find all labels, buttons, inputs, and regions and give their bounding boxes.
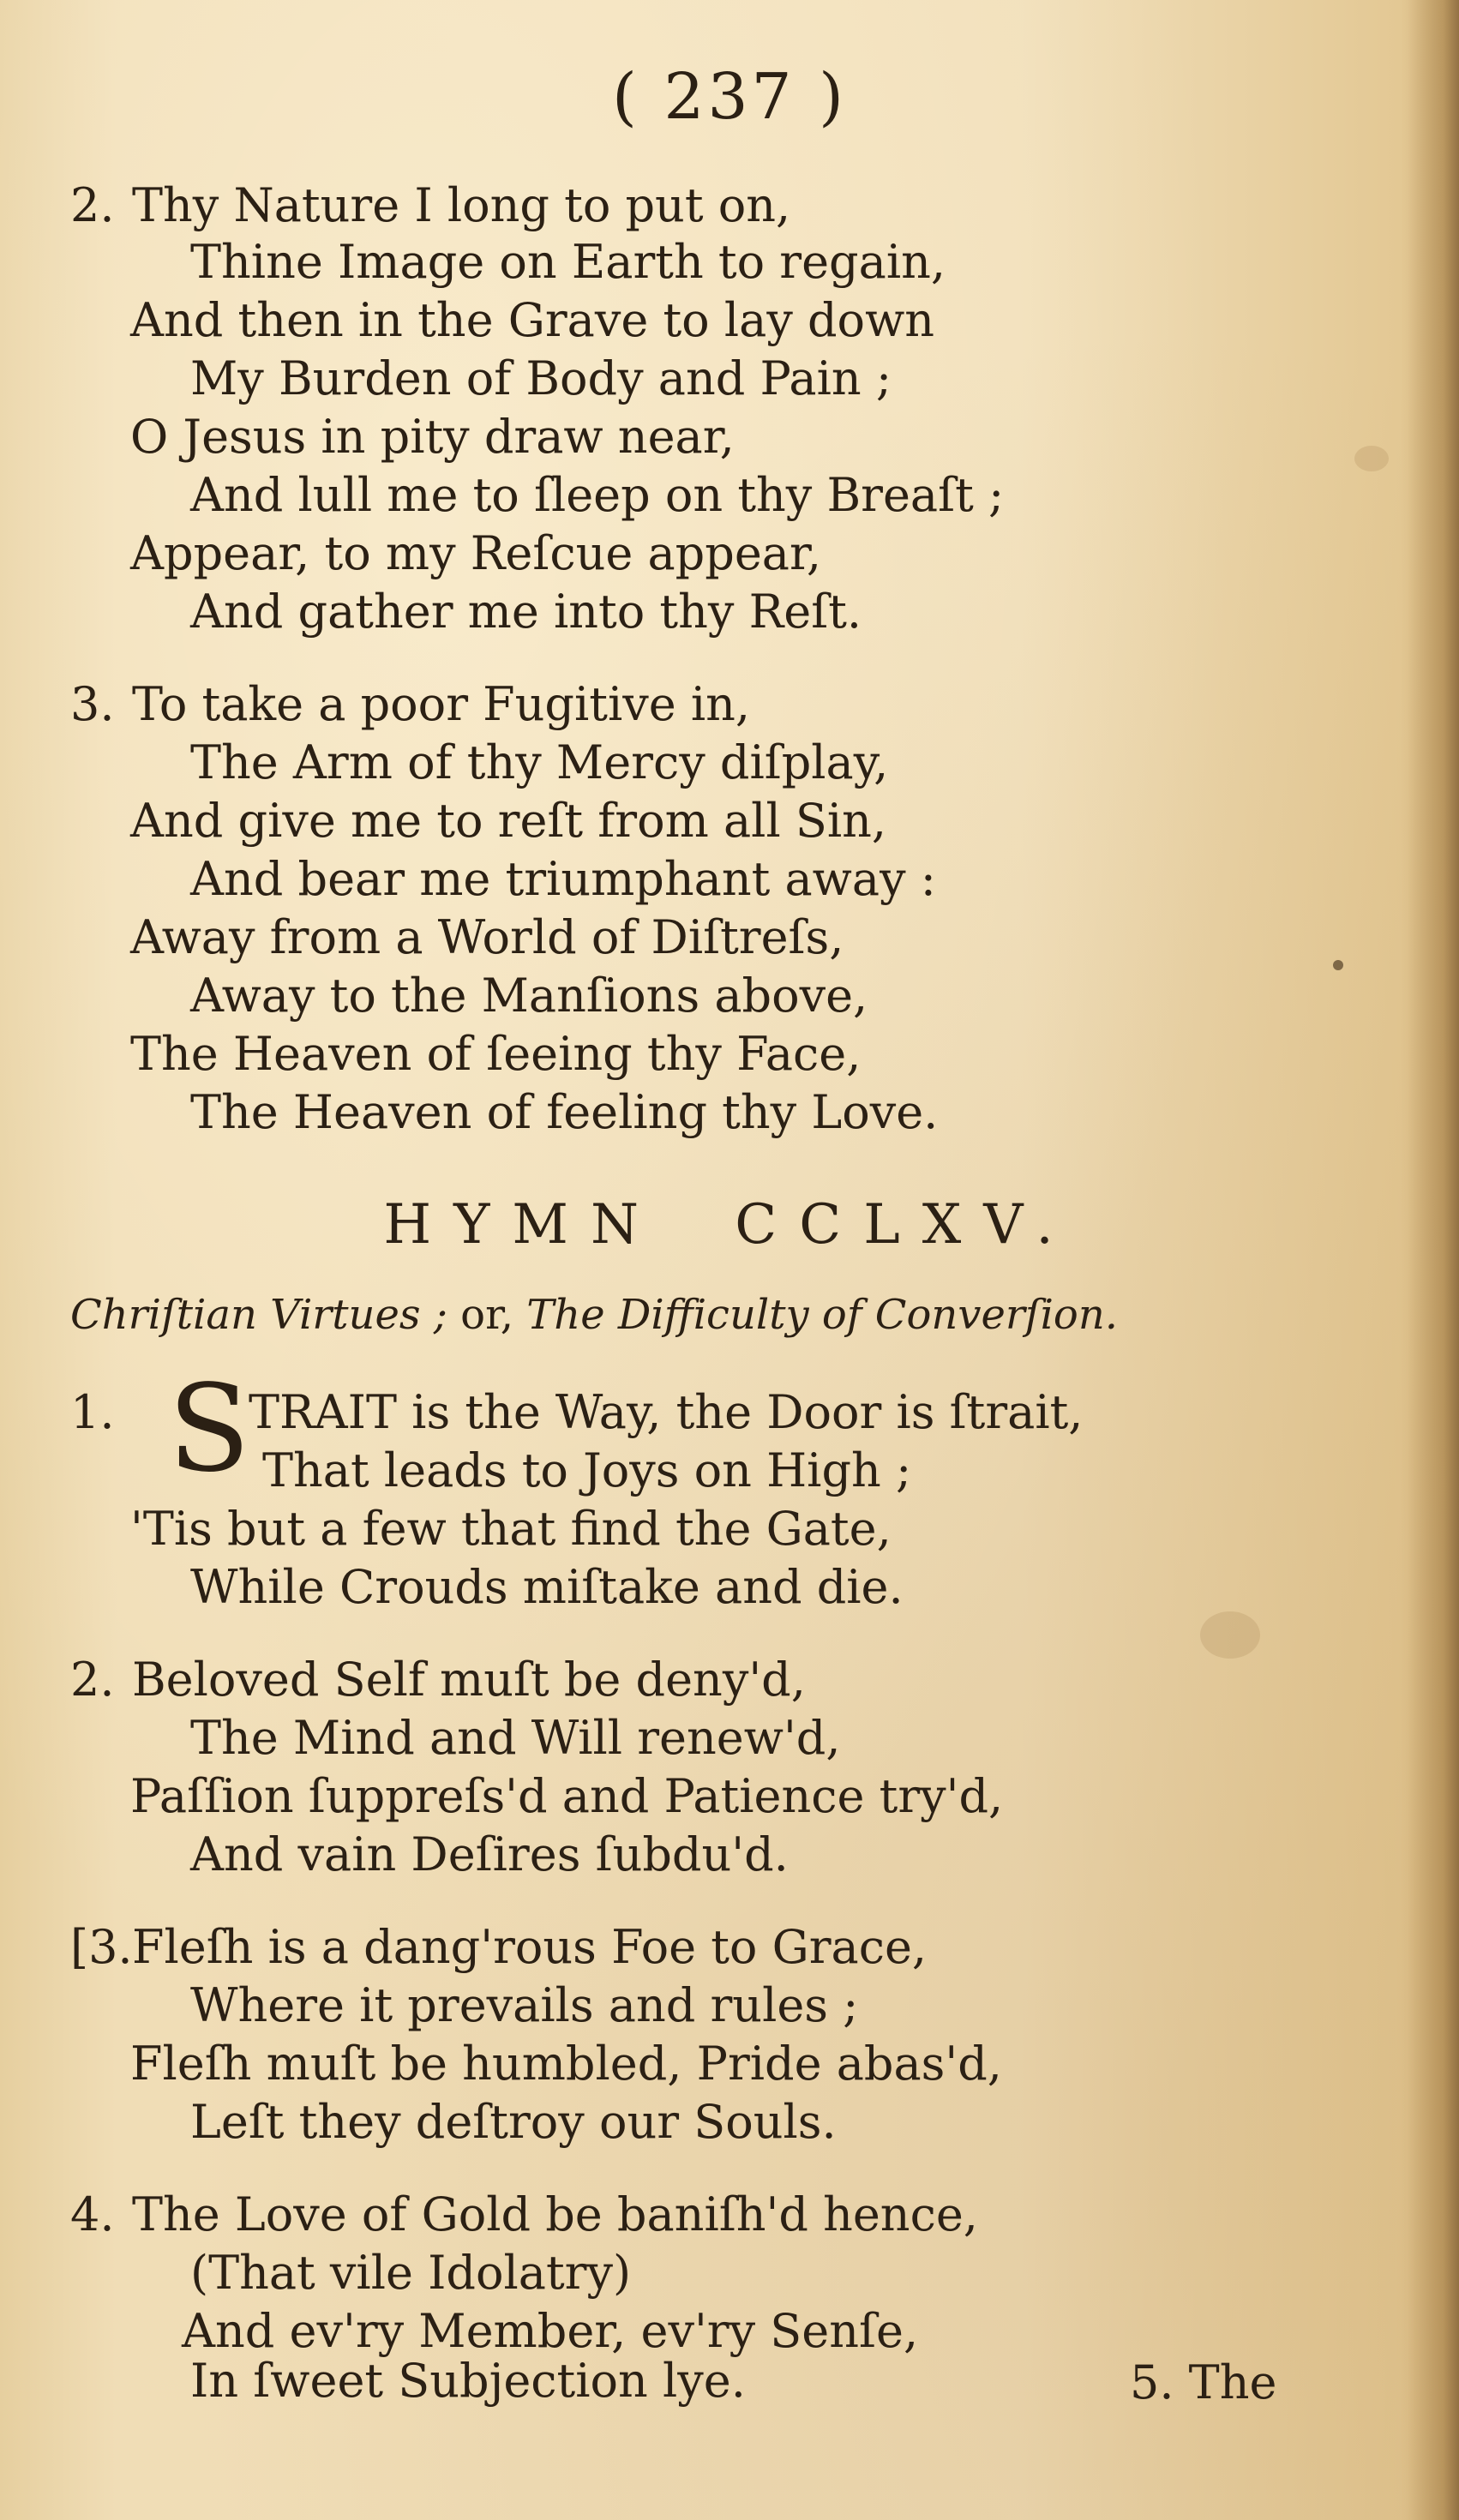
stanza-line: Away to the Manſions above, <box>190 969 868 1023</box>
stanza-line: Where it prevails and rules ; <box>190 1978 859 2032</box>
page-edge-shadow <box>1408 0 1459 2520</box>
stanza-line: While Crouds miſtake and die. <box>190 1560 904 1614</box>
drop-cap: S <box>168 1359 250 1499</box>
stanza-line: And lull me to ſleep on thy Breaſt ; <box>190 468 1005 522</box>
page-number: ( 237 ) <box>611 60 848 134</box>
stanza-line: Fleſh muſt be humbled, Pride abas'd, <box>130 2037 1002 2091</box>
stanza-line: That leads to Joys on High ; <box>262 1443 912 1497</box>
stanza-line: And then in the Grave to lay down <box>130 293 935 347</box>
stanza-line: And vain Deſires ſubdu'd. <box>190 1827 789 1881</box>
stanza-line: And ev'ry Member, ev'ry Senſe, <box>182 2304 919 2358</box>
stanza-line: 3. To take a poor Fugitive in, <box>70 677 751 731</box>
stanza-line: And give me to reſt from all Sin, <box>130 794 887 848</box>
stanza-line: And gather me into thy Reſt. <box>190 585 862 639</box>
stanza-number: 3. <box>70 677 115 731</box>
stanza-line: 2. Beloved Self muſt be deny'd, <box>70 1653 806 1707</box>
stanza-line: 2. Thy Nature I long to put on, <box>70 178 791 232</box>
catchword: 5. The <box>1130 2355 1277 2409</box>
stanza-line: The Arm of thy Mercy diſplay, <box>190 735 889 789</box>
foxing-spot <box>1354 446 1389 471</box>
stanza-line: Away from a World of Diſtreſs, <box>130 910 844 964</box>
ink-spot <box>1333 960 1343 970</box>
stanza-line: In ſweet Subjection lye. <box>190 2354 746 2408</box>
stanza-number: 2. <box>70 178 115 232</box>
stanza-line: 'Tis but a few that find the Gate, <box>130 1502 892 1556</box>
stanza-line: The Heaven of ſeeing thy Face, <box>130 1027 862 1081</box>
stanza-line: O Jesus in pity draw near, <box>130 410 735 464</box>
stanza-number: 2. <box>70 1653 115 1707</box>
hymn-title: HYMN CCLXV. <box>383 1193 1076 1257</box>
stanza-line: [3.Fleſh is a dang'rous Foe to Grace, <box>70 1920 928 1974</box>
hymn-subtitle: Chriſtian Virtues ; or, The Difficulty of Converſion. <box>70 1291 1118 1339</box>
stanza-number: 1. <box>70 1385 115 1439</box>
stanza-line: My Burden of Body and Pain ; <box>190 351 892 405</box>
stanza-line: 4. The Love of Gold be baniſh'd hence, <box>70 2187 978 2241</box>
stanza-line: TRAIT is the Way, the Door is ſtrait, <box>249 1385 1084 1439</box>
stanza-line: Appear, to my Reſcue appear, <box>130 526 822 580</box>
stanza-line: The Mind and Will renew'd, <box>190 1711 841 1765</box>
stanza-line: Leſt they deſtroy our Souls. <box>190 2095 837 2149</box>
stanza-line: The Heaven of feeling thy Love. <box>190 1085 939 1139</box>
stanza-line: And bear me triumphant away : <box>190 852 936 906</box>
stanza-line: Paſſion ſuppreſs'd and Patience try'd, <box>130 1769 1004 1823</box>
stanza-number: [3. <box>70 1920 133 1974</box>
stanza-number: 4. <box>70 2187 115 2241</box>
stanza-line: Thine Image on Earth to regain, <box>190 235 946 289</box>
stanza-line: (That vile Idolatry) <box>190 2246 632 2300</box>
foxing-spot <box>1200 1611 1260 1659</box>
